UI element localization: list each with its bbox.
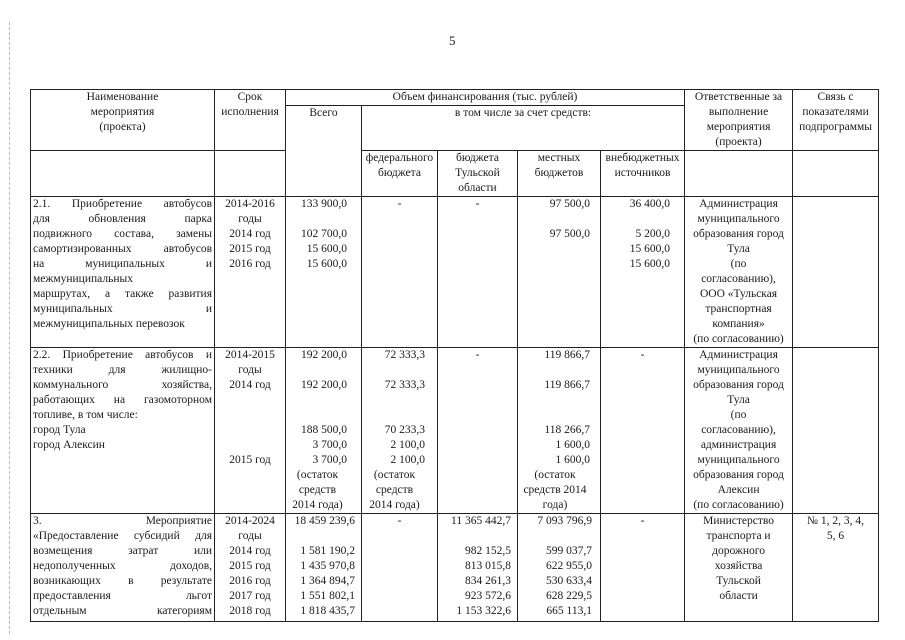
cell-line — [217, 423, 283, 438]
name-line: 3. Мероприятие — [33, 515, 212, 527]
cell-line: образования город — [693, 379, 784, 391]
cell-line: (проекта) — [715, 136, 762, 148]
cell-line: транспортная — [705, 303, 772, 315]
cell-line: бюджета — [378, 167, 421, 179]
header-row-1 — [31, 90, 879, 106]
name-line: 2.2. Приобретение автобусов и — [33, 349, 212, 361]
cell-line: бюджета — [456, 152, 499, 164]
cell-line: 1 435 970,8 — [300, 560, 355, 572]
row-total — [286, 197, 362, 348]
row-total — [286, 348, 362, 514]
name-line: для обновления парка — [33, 213, 212, 225]
cell-line: области — [719, 590, 758, 602]
cell-line: (проекта) — [99, 121, 146, 133]
cell-line: 2015 год — [229, 243, 271, 255]
name-line: город Алексин — [33, 439, 105, 451]
cell-line — [288, 408, 347, 423]
cell-line: согласованию), — [701, 424, 776, 436]
cell-line: 118 266,7 — [544, 424, 590, 436]
name-line: возникающих в результате — [33, 575, 212, 587]
cell-line: 1 600,0 — [555, 439, 590, 451]
row-regional — [438, 514, 518, 622]
name-line: самортизированных автобусов — [33, 243, 212, 255]
name-line: муниципальных и — [33, 303, 212, 315]
row-term — [215, 348, 286, 514]
row-name — [31, 348, 215, 514]
cell-line: 2014 года) — [369, 499, 420, 511]
table-row — [31, 197, 879, 348]
cell-line: 2017 год — [229, 590, 271, 602]
cell-line: согласованию), — [701, 273, 776, 285]
header-financing: Объем финансирования (тыс. рублей) — [286, 90, 685, 106]
cell-line — [364, 393, 425, 408]
page-number: 5 — [449, 33, 456, 48]
row-link — [793, 514, 879, 622]
cell-line: годы — [238, 530, 262, 542]
cell-line: 119 866,7 — [544, 349, 590, 361]
cell-line: местных — [537, 152, 581, 164]
row-name — [31, 197, 215, 348]
name-line: работающих на газомоторном — [33, 394, 212, 406]
financing-table — [30, 89, 879, 622]
cell-line: 15 600,0 — [306, 243, 347, 255]
cell-line: 599 037,7 — [546, 545, 592, 557]
row-total — [286, 514, 362, 622]
name-line: на муниципальных и — [33, 258, 212, 270]
header-term — [215, 90, 286, 151]
cell-line: Алексин — [717, 484, 760, 496]
row-extra — [601, 197, 685, 348]
row-extra — [601, 348, 685, 514]
cell-line: 5 200,0 — [635, 228, 671, 240]
cell-line: (по — [730, 258, 747, 270]
cell-line: 2014 года) — [292, 499, 343, 511]
spacer — [685, 151, 793, 197]
cell-line: 192 200,0 — [301, 379, 347, 391]
cell-line: 1 818 435,7 — [300, 605, 355, 617]
cell-line: годы — [238, 213, 262, 225]
row-federal — [362, 348, 438, 514]
cell-line: - — [397, 198, 402, 210]
name-line: маршрутах, а также развития — [33, 288, 212, 300]
cell-line: - — [397, 515, 402, 527]
margin-line — [9, 22, 10, 634]
row-local — [518, 348, 601, 514]
name-line: «Предоставление субсидий для — [33, 530, 212, 542]
row-federal — [362, 514, 438, 622]
cell-line — [603, 212, 670, 227]
cell-line: годы — [238, 364, 262, 376]
row-term — [215, 514, 286, 622]
cell-line: подпрограммы — [799, 121, 873, 133]
header-federal — [362, 151, 438, 197]
cell-line: № 1, 2, 3, 4, — [807, 515, 865, 527]
cell-line — [520, 408, 590, 423]
cell-line: - — [640, 349, 645, 361]
cell-line: года) — [542, 499, 568, 511]
cell-line: 1 600,0 — [555, 454, 590, 466]
cell-line: мероприятия — [706, 121, 771, 133]
name-line: подвижного состава, замены — [33, 228, 212, 240]
cell-line: 2016 год — [229, 575, 271, 587]
header-link — [793, 90, 879, 151]
cell-line: исполнения — [221, 106, 279, 118]
cell-line: 2014-2024 — [225, 515, 275, 527]
cell-line: 1 153 322,6 — [456, 605, 511, 617]
cell-line: выполнение — [708, 106, 769, 118]
cell-line: 2 100,0 — [390, 439, 425, 451]
cell-line: 70 233,3 — [384, 424, 425, 436]
cell-line — [288, 529, 355, 544]
cell-line: 2014 год — [229, 228, 271, 240]
header-name — [31, 90, 215, 151]
row-local — [518, 514, 601, 622]
cell-line: (по согласованию) — [693, 499, 784, 511]
cell-line: 3 700,0 — [312, 439, 347, 451]
row-local — [518, 197, 601, 348]
cell-line: муниципального — [697, 364, 780, 376]
table-row — [31, 348, 879, 514]
cell-line: 192 200,0 — [301, 349, 347, 361]
name-line: 2.1. Приобретение автобусов — [33, 198, 212, 210]
cell-line — [217, 393, 283, 408]
name-line: отдельным категориям — [33, 605, 212, 617]
cell-line: Ответственные за — [694, 91, 783, 103]
header-row-3 — [31, 151, 879, 197]
cell-line — [288, 393, 347, 408]
cell-line: муниципального — [697, 213, 780, 225]
cell-line: 2014 год — [229, 545, 271, 557]
cell-line: 15 600,0 — [629, 243, 671, 255]
cell-line: 813 015,8 — [465, 560, 511, 572]
row-regional — [438, 348, 518, 514]
cell-line — [520, 529, 592, 544]
name-line: техники для жилищно- — [33, 364, 212, 376]
cell-line: (остаток — [534, 469, 576, 481]
cell-line: Тульской — [455, 167, 500, 179]
cell-line: 2018 год — [229, 605, 271, 617]
cell-line — [364, 363, 425, 378]
cell-line: 2 100,0 — [390, 454, 425, 466]
cell-line: области — [458, 182, 497, 194]
header-extra — [601, 151, 685, 197]
cell-line: Министерство — [703, 515, 774, 527]
cell-line: Связь с — [817, 91, 854, 103]
cell-line: 2014 год — [229, 379, 271, 391]
cell-line: Наименование — [86, 91, 159, 103]
cell-line: (по — [730, 409, 747, 421]
cell-line: внебюджетных — [605, 152, 680, 164]
cell-line: - — [475, 349, 480, 361]
table-row — [31, 514, 879, 622]
cell-line: 982 152,5 — [465, 545, 511, 557]
cell-line: Тульской — [716, 575, 761, 587]
cell-line — [440, 529, 511, 544]
row-regional — [438, 197, 518, 348]
cell-line: 628 229,5 — [546, 590, 592, 602]
row-term — [215, 197, 286, 348]
cell-line: 7 093 796,9 — [537, 515, 592, 527]
row-responsible — [685, 348, 793, 514]
cell-line: 97 500,0 — [549, 228, 590, 240]
cell-line: 665 113,1 — [546, 605, 592, 617]
cell-line: муниципального — [697, 454, 780, 466]
cell-line: 2014-2016 — [225, 198, 275, 210]
cell-line: 119 866,7 — [544, 379, 590, 391]
cell-line: Администрация — [699, 198, 778, 210]
spacer — [215, 151, 286, 197]
name-line: коммунального хозяйства, — [33, 379, 212, 391]
cell-line: дорожного — [712, 545, 765, 557]
cell-line: 15 600,0 — [629, 258, 671, 270]
cell-line: 530 633,4 — [546, 575, 592, 587]
cell-line: средств 2014 — [523, 484, 587, 496]
cell-line: показателями — [802, 106, 869, 118]
row-link — [793, 197, 879, 348]
cell-line: образования город — [693, 469, 784, 481]
header-regional — [438, 151, 518, 197]
cell-line — [217, 408, 283, 423]
cell-line: Тула — [727, 243, 750, 255]
cell-line: бюджетов — [534, 167, 584, 179]
cell-line: 5, 6 — [826, 530, 845, 542]
cell-line: федерального — [365, 152, 434, 164]
cell-line: 2015 год — [229, 454, 271, 466]
cell-line — [364, 408, 425, 423]
cell-line — [520, 212, 590, 227]
cell-line: транспорта и — [706, 530, 771, 542]
row-federal — [362, 197, 438, 348]
cell-line: (остаток — [373, 469, 416, 481]
cell-line: - — [640, 515, 645, 527]
cell-line: источников — [614, 167, 671, 179]
name-line: межмуниципальных перевозок — [33, 318, 185, 330]
spacer — [31, 151, 215, 197]
cell-line: 11 365 442,7 — [451, 515, 511, 527]
cell-line — [288, 363, 347, 378]
cell-line: 1 364 894,7 — [300, 575, 355, 587]
spacer — [793, 151, 879, 197]
cell-line: компания» — [712, 318, 765, 330]
cell-line: мероприятия — [90, 106, 155, 118]
cell-line: 1 581 190,2 — [300, 545, 355, 557]
name-line: топливе, в том числе: — [33, 409, 138, 421]
cell-line: 102 700,0 — [301, 228, 347, 240]
cell-line — [520, 363, 590, 378]
cell-line: (остаток — [296, 469, 339, 481]
cell-line: 133 900,0 — [301, 198, 347, 210]
cell-line: 18 459 239,6 — [294, 515, 355, 527]
name-line: возмещения затрат или — [33, 545, 212, 557]
cell-line: средств — [375, 484, 414, 496]
row-name — [31, 514, 215, 622]
cell-line: 834 261,3 — [465, 575, 511, 587]
cell-line: 2016 год — [229, 258, 271, 270]
row-responsible — [685, 197, 793, 348]
cell-line: (по согласованию) — [693, 333, 784, 345]
cell-line: 923 572,6 — [465, 590, 511, 602]
cell-line: 2015 год — [229, 560, 271, 572]
cell-line: Тула — [727, 394, 750, 406]
name-line: недополученных доходов, — [33, 560, 212, 572]
header-including: в том числе за счет средств: — [362, 106, 685, 151]
row-extra — [601, 514, 685, 622]
cell-line — [217, 438, 283, 453]
cell-line: ООО «Тульская — [699, 288, 778, 300]
name-line: город Тула — [33, 424, 86, 436]
header-total: Всего — [286, 106, 362, 197]
cell-line: средств — [298, 484, 337, 496]
cell-line: 72 333,3 — [384, 379, 425, 391]
cell-line: хозяйства — [714, 560, 763, 572]
cell-line: администрация — [700, 439, 777, 451]
cell-line: Срок — [237, 91, 263, 103]
cell-line: образования город — [693, 228, 784, 240]
cell-line: 3 700,0 — [312, 454, 347, 466]
cell-line: 2014-2015 — [225, 349, 275, 361]
cell-line: 622 955,0 — [546, 560, 592, 572]
cell-line: 188 500,0 — [301, 424, 347, 436]
cell-line: 97 500,0 — [549, 198, 590, 210]
cell-line: 36 400,0 — [629, 198, 671, 210]
row-link — [793, 348, 879, 514]
cell-line: - — [475, 198, 480, 210]
header-local — [518, 151, 601, 197]
cell-line: 15 600,0 — [306, 258, 347, 270]
name-line: межмуниципальных — [33, 273, 133, 285]
cell-line — [520, 393, 590, 408]
header-responsible — [685, 90, 793, 151]
row-responsible — [685, 514, 793, 622]
cell-line: Администрация — [699, 349, 778, 361]
cell-line: 1 551 802,1 — [300, 590, 355, 602]
cell-line: 72 333,3 — [384, 349, 425, 361]
name-line: предоставления льгот — [33, 590, 212, 602]
cell-line — [288, 212, 347, 227]
